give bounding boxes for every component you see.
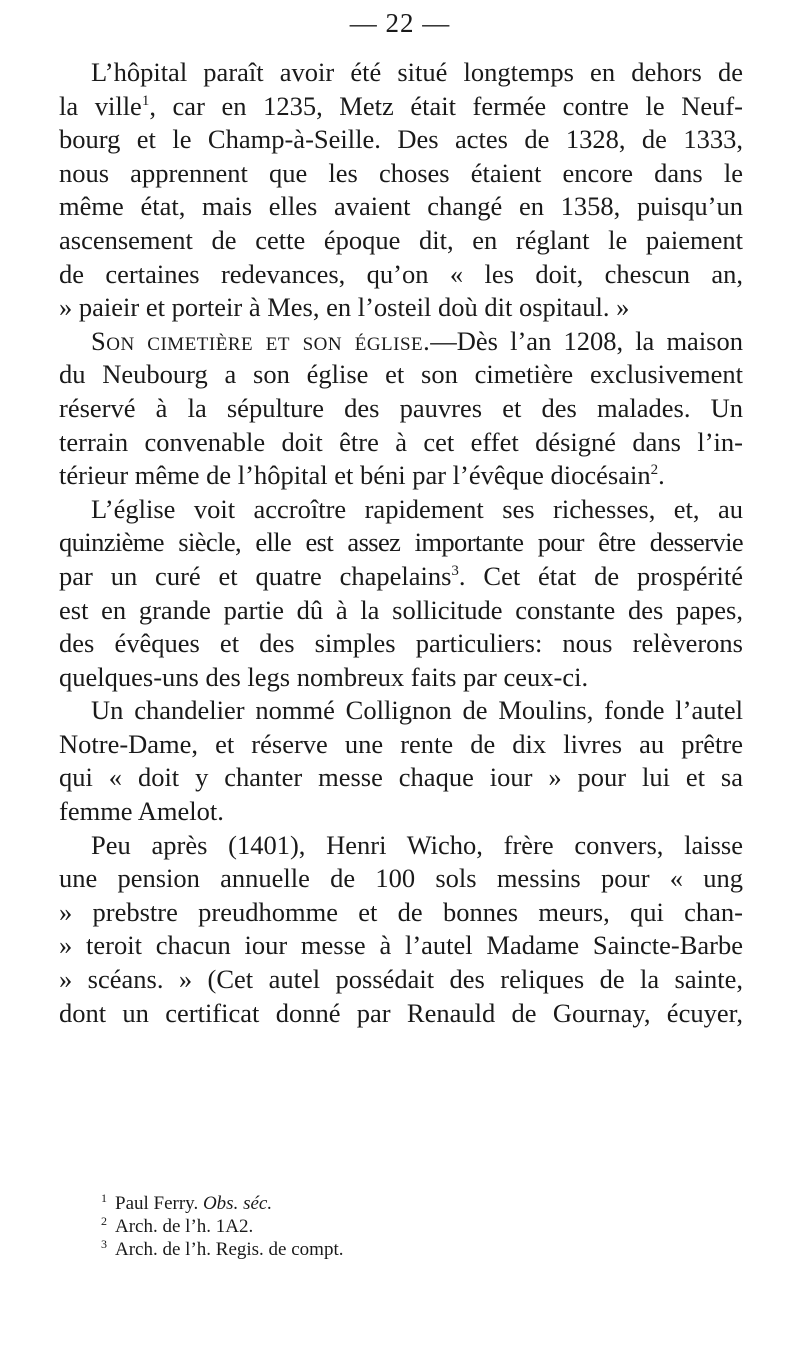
text-run: par un curé et quatre chapelains <box>59 560 452 591</box>
text-run: L’hôpital paraît avoir été situé longtemps en dehors de <box>91 57 743 87</box>
text-run: » paieir et porteir à Mes, en l’osteil doù dit ospitaul. » <box>59 292 630 323</box>
text-line <box>59 694 743 728</box>
body-text <box>59 56 743 1030</box>
text-line <box>59 392 743 426</box>
text-run: Peu après (1401), Henri Wicho, frère convers, laisse <box>91 829 743 860</box>
text-line <box>59 459 743 493</box>
text-run: , car en 1235, Metz était fermée contre le Neuf- <box>149 90 743 121</box>
text-line <box>59 325 743 359</box>
footnote-text: Arch. de l’h. 1A2. <box>115 1216 254 1237</box>
text-run: des évêques et des simples particuliers: nous relèverons <box>59 628 743 659</box>
text-run: bourg et le Champ-à-Seille. Des actes de 1328, de 1333, <box>59 124 743 155</box>
text-line <box>59 157 743 191</box>
text-run: L’église voit accroître rapidement ses richesses, et, au <box>91 493 743 524</box>
text-run: Un chandelier nommé Collignon de Moulins, fonde l’autel <box>91 695 743 726</box>
text-line <box>59 426 743 460</box>
text-line <box>59 929 743 963</box>
text-line <box>59 728 743 762</box>
text-line <box>59 896 743 930</box>
text-run: réservé à la sépulture des pauvres et des malades. Un <box>59 392 743 423</box>
text-run: Notre-Dame, et réserve une rente de dix livres au prêtre <box>59 728 743 759</box>
text-line <box>59 90 743 124</box>
text-run: quelques-uns des legs nombreux faits par ceux-ci. <box>59 661 589 692</box>
text-run: qui « doit y chanter messe chaque iour » pour lui et sa <box>59 762 743 793</box>
text-run: femme Amelot. <box>59 796 224 827</box>
page-number: — 22 — <box>349 8 451 38</box>
text-run: ascensement de cette époque dit, en réglant le paiement <box>59 224 743 255</box>
footnote <box>101 1187 661 1214</box>
footnote <box>101 1210 661 1237</box>
text-run: térieur même de l’hôpital et béni par l’évêque diocésain <box>59 460 651 491</box>
text-line <box>59 795 743 829</box>
footnotes <box>101 1187 661 1260</box>
footnote-ref: 1 <box>141 92 150 109</box>
text-run: dont un certificat donné par Renauld de Gournay, écuyer, <box>59 997 743 1028</box>
text-line <box>59 661 743 695</box>
footnote-text: Arch. de l’h. Regis. de compt. <box>115 1239 344 1260</box>
text-line <box>59 997 743 1031</box>
text-line <box>59 190 743 224</box>
text-run: terrain convenable doit être à cet effet désigné dans l’in- <box>59 426 743 457</box>
text-run: de certaines redevances, qu’on « les doit, chescun an, <box>59 258 743 289</box>
text-line <box>59 358 743 392</box>
section-heading: Son cimetière et son église. <box>91 325 431 356</box>
text-line <box>59 963 743 997</box>
footnote-ref: 3 <box>451 562 459 579</box>
text-line <box>59 594 743 628</box>
text-run: du Neubourg a son église et son cimetière exclusivement <box>59 359 743 390</box>
text-run: est en grande partie dû à la sollicitude constante des papes, <box>59 594 743 625</box>
text-line <box>59 829 743 863</box>
text-line <box>59 627 743 661</box>
text-run: —Dès l’an 1208, la maison <box>430 325 743 356</box>
footnote-marker: 1 <box>101 1191 107 1205</box>
text-line <box>59 224 743 258</box>
text-run: » teroit chacun iour messe à l’autel Madame Saincte-Barbe <box>59 930 743 961</box>
footnote-marker: 2 <box>101 1214 107 1228</box>
text-run: même état, mais elles avaient changé en 1358, puisqu’un <box>59 191 743 222</box>
footnote-ref: 2 <box>650 462 659 479</box>
text-run: une pension annuelle de 100 sols messins pour « ung <box>59 863 743 894</box>
text-run: . <box>658 460 665 491</box>
text-line <box>59 123 743 157</box>
text-run: nous apprennent que les choses étaient encore dans le <box>59 157 743 188</box>
text-line <box>59 560 743 594</box>
footnote-text: Paul Ferry. <box>115 1193 203 1214</box>
text-run: » scéans. » (Cet autel possédait des reliques de la sainte, <box>59 964 743 995</box>
footnote-text-italic: Obs. séc. <box>202 1193 273 1214</box>
text-line <box>59 526 743 560</box>
text-line <box>59 258 743 292</box>
footnote <box>101 1233 661 1260</box>
text-line <box>59 862 743 896</box>
text-run: la ville <box>59 90 142 121</box>
text-run: quinzième siècle, elle est assez importante pour être desservie <box>59 527 743 558</box>
text-line <box>59 493 743 527</box>
text-run: » prebstre preudhomme et de bonnes meurs, qui chan- <box>59 896 743 927</box>
text-run: . Cet état de prospérité <box>458 560 743 591</box>
text-line <box>59 761 743 795</box>
footnote-marker: 3 <box>101 1237 107 1251</box>
text-line <box>59 291 743 325</box>
text-line <box>59 56 743 90</box>
